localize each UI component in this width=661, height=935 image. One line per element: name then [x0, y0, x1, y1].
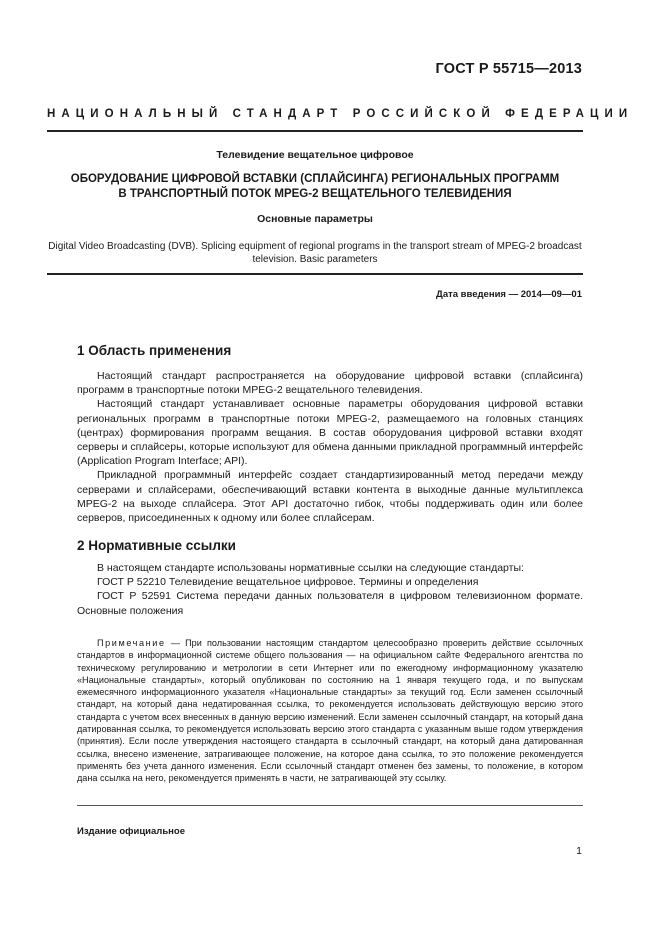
note-block: [77, 637, 583, 785]
english-title-line-1: Digital Video Broadcasting (DVB). Splicing equipment of regional programs in the transport stream of MPEG-2 broadcast: [48, 241, 582, 252]
section-2: [77, 538, 236, 553]
section-2-heading: 2 Нормативные ссылки: [77, 538, 236, 553]
document-title-line-2: В ТРАНСПОРТНЫЙ ПОТОК MPEG-2 ВЕЩАТЕЛЬНОГО ТЕЛЕВИДЕНИЯ: [118, 188, 512, 200]
official-edition-label: Издание официальное: [77, 826, 185, 837]
introduction-date: Дата введения — 2014—09—01: [436, 289, 582, 300]
note-text: — При пользовании настоящим стандартом целесообразно проверить действие ссылочных стандартов в информационной системе общего пользования — на официальном сайте Федерального агентства по техническому регулированию и метрологии в сети Интернет или по ежегодному информационному указателю «Национальные стандарты», который опубликован по состоянию на 1 января текущего года, и по выпускам ежемесячного информационного указателя «Национальные стандарты» за текущий год. Если заменен ссылочный стандарт, на который дана недатированная ссылка, то рекомендуется использовать действующую версию этого стандарта с учетом всех внесенных в данную версию изменений. Если заменен ссылочный стандарт, на который дана датированная ссылка, то рекомендуется использовать версию этого стандарта с указанным выше годом утверждения (принятия). Если после утверждения настоящего стандарта в ссылочный стандарт, на который дана датированная ссылка, внесено изменение, затрагивающее положение, на которое дана ссылка, то это положение рекомендуется применять без учета данного изменения. Если ссылочный стандарт отменен без замены, то положение, в котором дана ссылка на него, рекомендуется применять в части, не затрагивающей эту ссылку.: [77, 638, 583, 784]
document-title-line-1: ОБОРУДОВАНИЕ ЦИФРОВОЙ ВСТАВКИ (СПЛАЙСИНГА) РЕГИОНАЛЬНЫХ ПРОГРАММ: [70, 173, 560, 185]
document-title: [47, 172, 583, 202]
national-standard-banner: НАЦИОНАЛЬНЫЙ СТАНДАРТ РОССИЙСКОЙ ФЕДЕРАЦИИ: [47, 108, 634, 120]
section-1: [77, 343, 231, 358]
normative-reference-1: ГОСТ Р 52210 Телевидение вещательное цифровое. Термины и определения: [97, 576, 479, 589]
section-2-body: [77, 561, 583, 618]
section-1-paragraph-3: Прикладной программный интерфейс создает стандартизированный метод передачи между серверами и сплайсерами, обеспечивающий вставки контента в выходные данные мультиплекса MPEG-2 на выходе сплайсера. Этот API достаточно гибок, чтобы поддерживать один или более серверов, присоединенных к одному или более сплайсерам.: [77, 469, 583, 525]
english-title-line-2: television. Basic parameters: [252, 254, 378, 265]
gost-number: ГОСТ Р 55715—2013: [435, 61, 582, 77]
section-1-paragraph-1: Настоящий стандарт распространяется на оборудование цифровой вставки (сплайсинга) программ в транспортные потоки MPEG-2 вещательного телевидения.: [77, 370, 583, 397]
document-subtitle: Телевидение вещательное цифровое: [216, 149, 414, 161]
section-1-body: [77, 369, 583, 525]
section-1-heading: 1 Область применения: [77, 343, 232, 358]
document-params-heading: Основные параметры: [257, 213, 373, 225]
section-2-paragraph-1: В настоящем стандарте использованы нормативные ссылки на следующие стандарты:: [97, 562, 524, 574]
middle-divider: [47, 273, 583, 275]
footer-divider: [77, 805, 583, 806]
english-title: [47, 240, 583, 266]
page-number: 1: [576, 845, 582, 857]
top-divider: [47, 130, 583, 132]
section-1-paragraph-2: Настоящий стандарт устанавливает основные параметры оборудования цифровой вставки региональных программ в транспортные потоки MPEG-2, размещаемого на головных станциях (центрах) формирования программ вещания. В состав оборудования цифровой вставки входят серверы и сплайсеры, которые используют для обмена данными прикладной программный интерфейс (Application Program Interface; API).: [77, 398, 583, 468]
normative-reference-2: ГОСТ Р 52591 Система передачи данных пользователя в цифровом телевизионном формате. Основные положения: [77, 590, 583, 617]
note-paragraph: [77, 637, 583, 785]
note-label: Примечание: [97, 638, 166, 648]
